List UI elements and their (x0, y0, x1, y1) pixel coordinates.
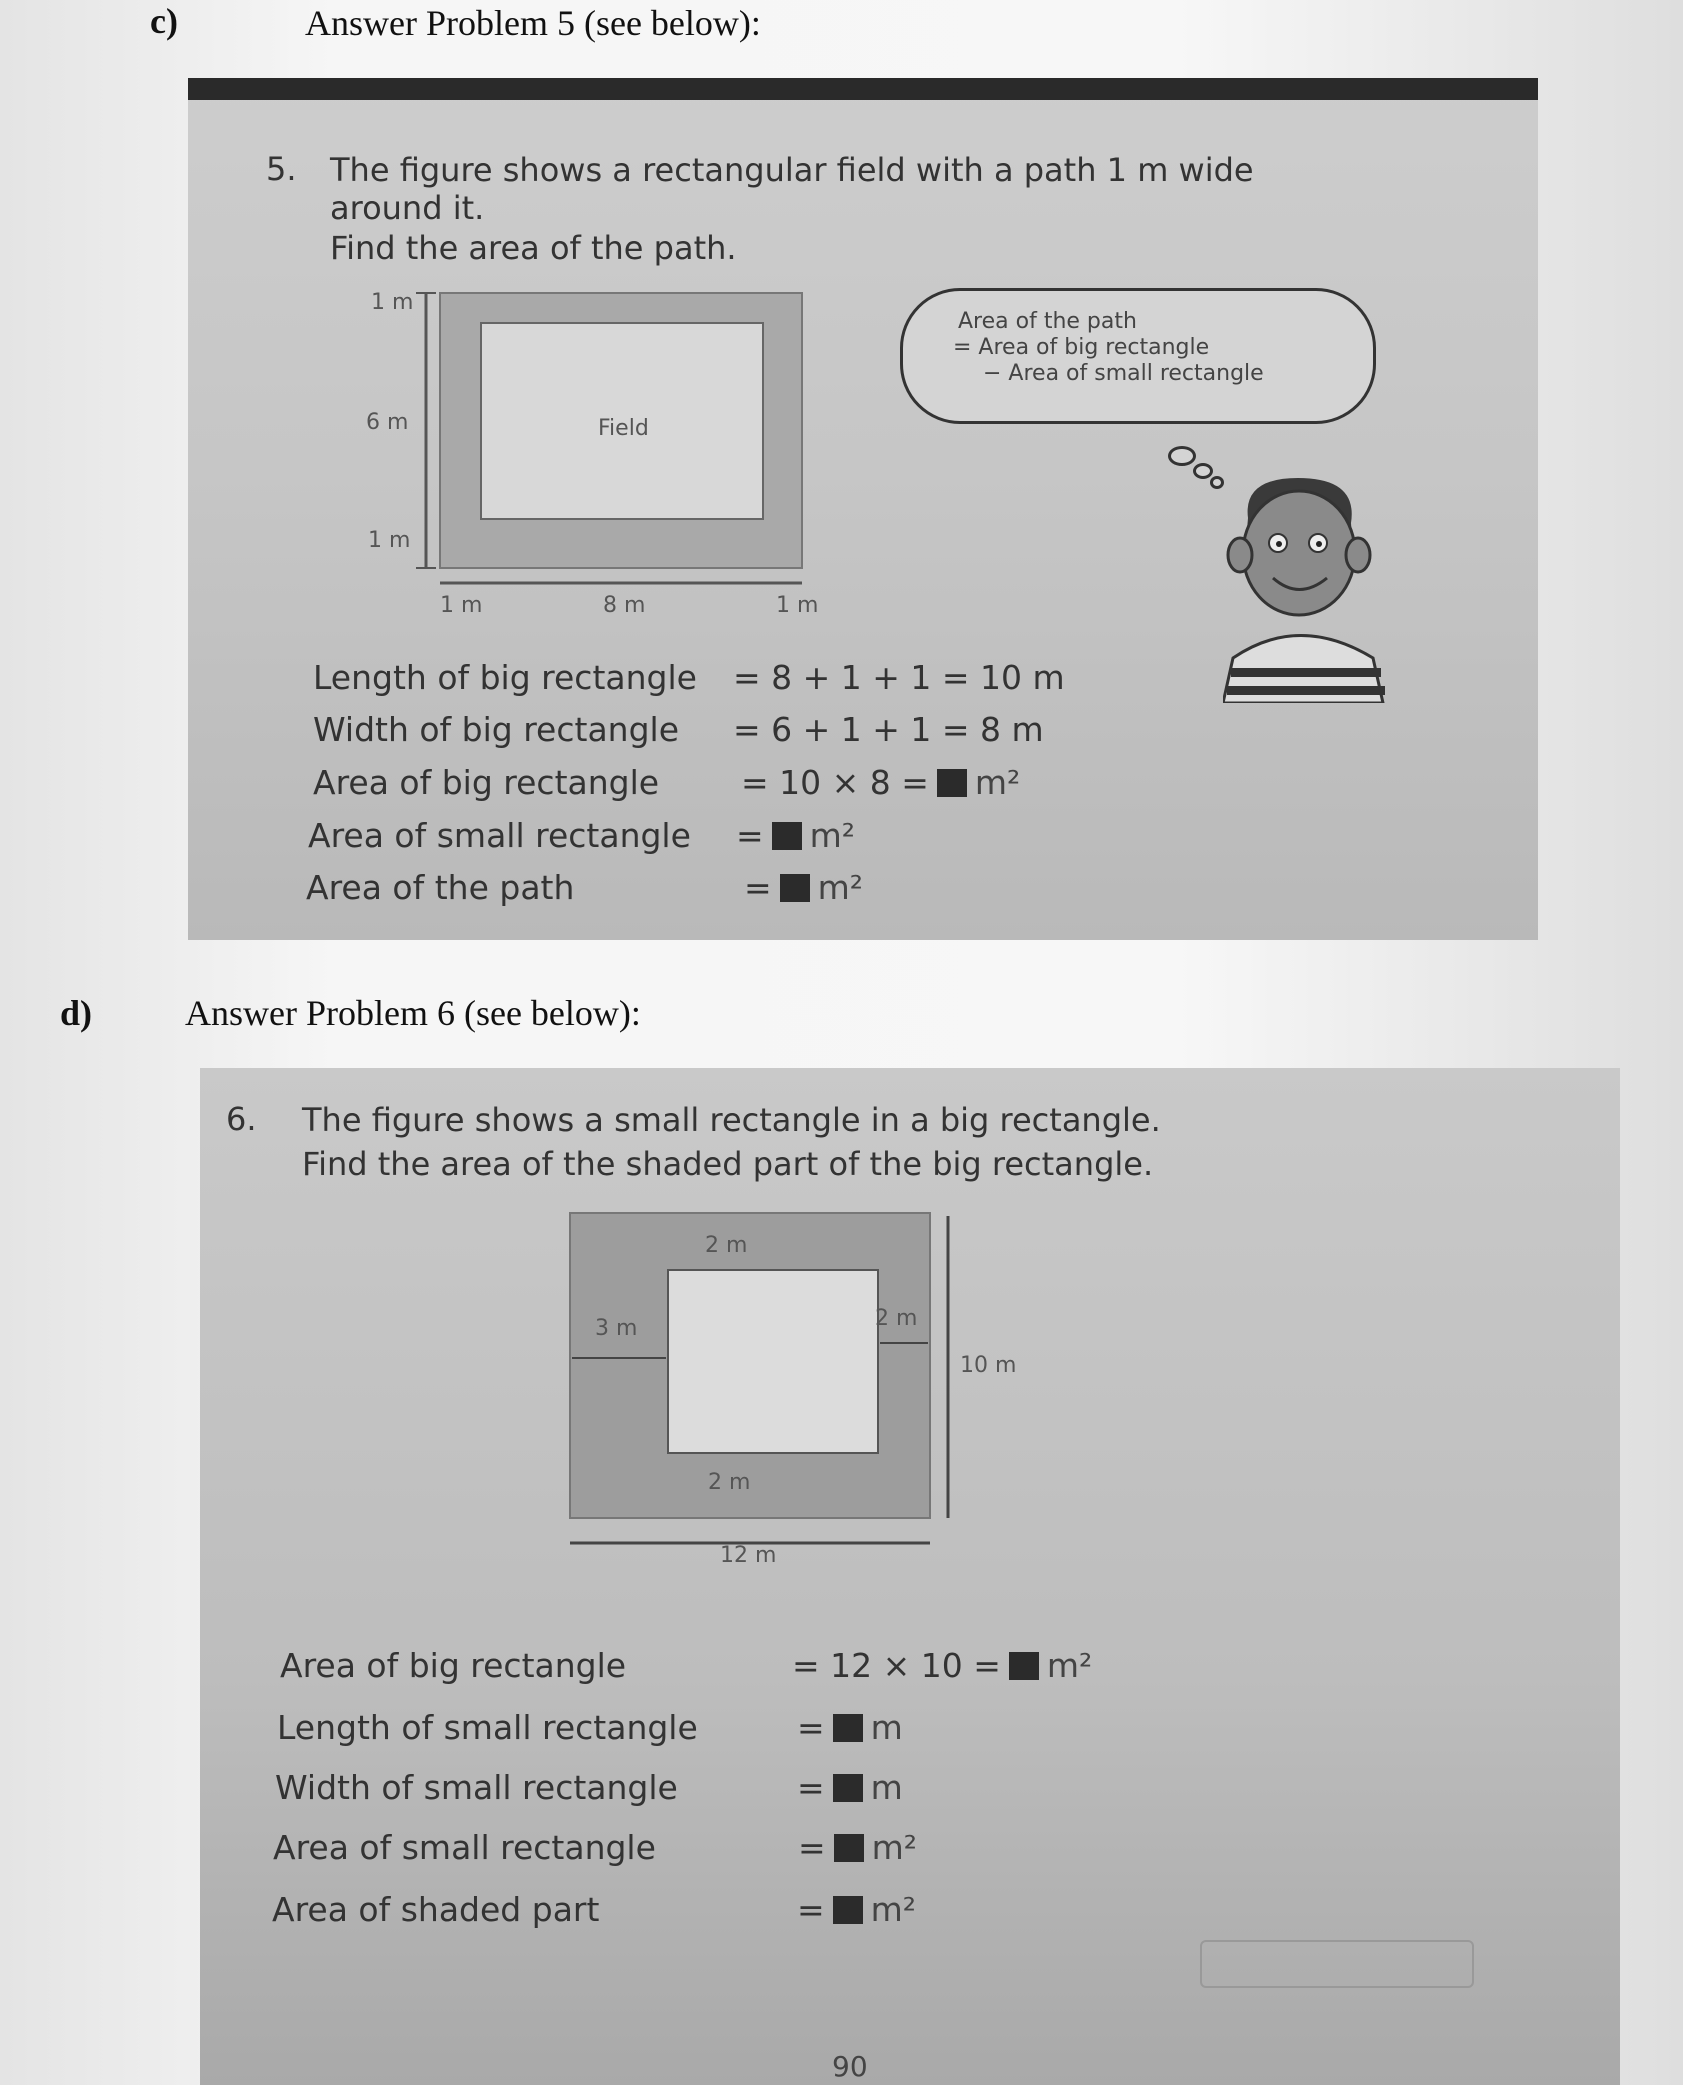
section-d-title: Answer Problem 6 (see below): (185, 993, 641, 1033)
eq-label: Area of small rectangle (273, 1828, 656, 1867)
eq-label: Area of the path (306, 868, 575, 907)
eq-unit: m² (1046, 1646, 1093, 1685)
answer-blank-box[interactable] (833, 1774, 863, 1802)
problem-5-text-line-1: The figure shows a rectangular field with a path 1 m wide (330, 151, 1254, 189)
problem-5-text-line-2: around it. (330, 189, 485, 227)
eq-value: = (744, 868, 772, 907)
answer-blank-box[interactable] (780, 874, 810, 902)
eq-value: = 6 + 1 + 1 = 8 m (733, 710, 1044, 749)
eq-value: = 8 + 1 + 1 = 10 m (733, 658, 1065, 697)
dim-left-width-1m: 1 m (440, 593, 483, 618)
answer-blank-box[interactable] (772, 822, 802, 850)
dim-height-10m: 10 m (960, 1353, 1017, 1378)
answer-blank-box[interactable] (833, 1896, 863, 1924)
section-c-label: c) (150, 1, 178, 41)
section-c-title: Answer Problem 5 (see below): (305, 3, 761, 43)
eq-value: = (797, 1768, 825, 1807)
dim-top-2m: 2 m (705, 1233, 748, 1258)
eq-unit: m (870, 1768, 903, 1807)
thought-line-3: − Area of small rectangle (983, 361, 1264, 386)
bubble-dot-large (1168, 446, 1196, 466)
problem-6-panel (200, 1068, 1620, 2085)
answer-blank-box[interactable] (833, 1714, 863, 1742)
eq-unit: m² (809, 816, 856, 855)
problem-5-number: 5. (266, 150, 297, 188)
eq-unit: m² (871, 1828, 918, 1867)
dim-left-3m: 3 m (595, 1316, 638, 1341)
problem-6-text-line-1: The figure shows a small rectangle in a big rectangle. (302, 1101, 1161, 1139)
problem-6-text-line-2: Find the area of the shaded part of the big rectangle. (302, 1145, 1154, 1183)
dim-width-12m: 12 m (720, 1543, 777, 1568)
eq-value: = (797, 1890, 825, 1929)
eq-value: = (798, 1828, 826, 1867)
rectangles-diagram (200, 1068, 1620, 2085)
eq-label: Length of big rectangle (313, 658, 697, 697)
eq-label: Length of small rectangle (277, 1708, 698, 1747)
section-d-label: d) (60, 993, 93, 1033)
eq-value: = (736, 816, 764, 855)
answer-blank-box[interactable] (1009, 1652, 1039, 1680)
bubble-dot-small (1210, 476, 1224, 489)
answer-blank-box[interactable] (937, 769, 967, 797)
dim-side-6m: 6 m (366, 410, 409, 435)
dim-right-2m: 2 m (875, 1306, 918, 1331)
eq-value: = 12 × 10 = (792, 1646, 1001, 1685)
dim-bottom-2m: 2 m (708, 1470, 751, 1495)
eq-label: Width of big rectangle (313, 710, 679, 749)
page-number: 90 (832, 2050, 868, 2083)
thought-line-2: = Area of big rectangle (953, 335, 1210, 360)
cartoon-boy-illustration (1223, 473, 1393, 703)
dim-mid-width-8m: 8 m (603, 593, 646, 618)
eq-label: Area of small rectangle (308, 816, 691, 855)
eq-label: Width of small rectangle (275, 1768, 678, 1807)
eq-label: Area of big rectangle (313, 763, 660, 802)
problem-5-text-line-3: Find the area of the path. (330, 229, 737, 267)
eq-unit: m² (974, 763, 1021, 802)
eq-label: Area of big rectangle (280, 1646, 627, 1685)
thought-line-1: Area of the path (958, 309, 1137, 334)
eq-unit: m (870, 1708, 903, 1747)
dim-bottom-1m: 1 m (368, 528, 411, 553)
eq-value: = (797, 1708, 825, 1747)
thought-bubble (900, 288, 1376, 424)
eq-unit: m² (817, 868, 864, 907)
problem-5-panel (188, 78, 1538, 940)
footer-tag (1200, 1940, 1474, 1988)
dim-top-1m: 1 m (371, 290, 414, 315)
dim-right-width-1m: 1 m (776, 593, 819, 618)
eq-value: = 10 × 8 = (741, 763, 929, 802)
eq-unit: m² (870, 1890, 917, 1929)
eq-label: Area of shaded part (272, 1890, 600, 1929)
bubble-dot-medium (1193, 463, 1213, 479)
problem-6-number: 6. (226, 1100, 257, 1138)
answer-blank-box[interactable] (834, 1834, 864, 1862)
field-label: Field (598, 416, 649, 441)
